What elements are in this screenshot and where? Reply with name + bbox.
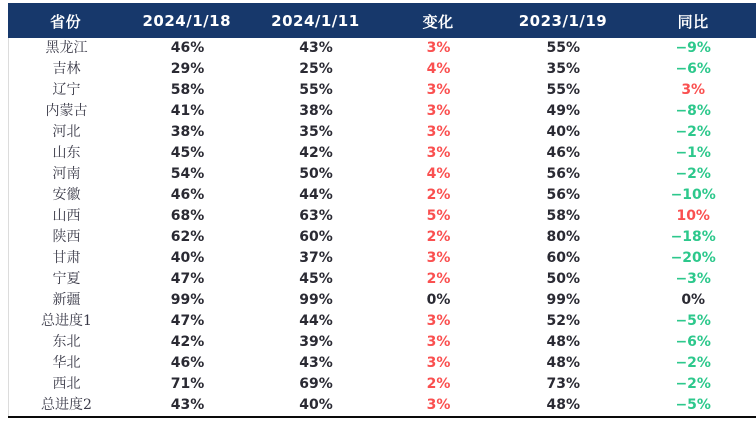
- cell-province: 甘肃: [52, 250, 81, 266]
- cell-value-2023-01-19: 56%: [546, 187, 580, 203]
- cell-province: 宁夏: [52, 271, 81, 287]
- table-row: [9, 311, 756, 332]
- cell-province: 吉林: [52, 61, 81, 77]
- cell-value-2024-01-11: 60%: [299, 229, 333, 245]
- cell-value-2023-01-19: 58%: [546, 208, 580, 224]
- cell-value-2023-01-19: 49%: [546, 103, 580, 119]
- cell-yoy: 3%: [681, 82, 706, 98]
- cell-change: 3%: [426, 145, 451, 161]
- cell-province: 陕西: [52, 229, 81, 245]
- cell-value-2024-01-11: 39%: [299, 334, 333, 350]
- table-row: [9, 101, 756, 122]
- cell-yoy: −10%: [670, 187, 716, 203]
- cell-change: 3%: [426, 82, 451, 98]
- cell-province: 河北: [52, 124, 81, 140]
- cell-value-2024-01-11: 99%: [299, 292, 333, 308]
- cell-value-2023-01-19: 56%: [546, 166, 580, 182]
- cell-change: 5%: [426, 208, 451, 224]
- cell-value-2024-01-18: 68%: [170, 208, 205, 224]
- cell-yoy: −2%: [675, 166, 711, 182]
- table-row: [9, 332, 756, 353]
- cell-province: 新疆: [52, 292, 81, 308]
- cell-change: 2%: [426, 229, 451, 245]
- cell-value-2024-01-18: 46%: [170, 40, 205, 56]
- table-row: [9, 353, 756, 374]
- table-row: [9, 122, 756, 143]
- header-province: 省份: [50, 12, 82, 31]
- cell-change: 3%: [426, 250, 451, 266]
- cell-province: 黑龙江: [45, 40, 88, 56]
- cell-value-2024-01-18: 58%: [170, 82, 205, 98]
- table-row: [9, 143, 756, 164]
- cell-value-2024-01-11: 44%: [299, 313, 333, 329]
- cell-value-2024-01-18: 47%: [170, 271, 205, 287]
- progress-table: [8, 3, 756, 418]
- cell-yoy: −5%: [675, 397, 711, 413]
- cell-change: 3%: [426, 313, 451, 329]
- cell-value-2024-01-18: 29%: [170, 61, 205, 77]
- cell-change: 3%: [426, 355, 451, 371]
- cell-change: 2%: [426, 376, 451, 392]
- cell-value-2023-01-19: 40%: [546, 124, 580, 140]
- cell-value-2024-01-18: 46%: [170, 355, 205, 371]
- cell-value-2023-01-19: 73%: [546, 376, 580, 392]
- cell-yoy: −6%: [675, 61, 711, 77]
- cell-change: 2%: [426, 271, 451, 287]
- cell-value-2023-01-19: 60%: [546, 250, 580, 266]
- cell-value-2023-01-19: 35%: [546, 61, 580, 77]
- header-date-2024-01-11: 2024/1/11: [271, 12, 360, 30]
- cell-value-2024-01-18: 45%: [170, 145, 205, 161]
- cell-change: 4%: [426, 166, 451, 182]
- cell-value-2024-01-18: 42%: [170, 334, 205, 350]
- cell-value-2023-01-19: 48%: [546, 355, 580, 371]
- cell-value-2023-01-19: 99%: [546, 292, 580, 308]
- cell-yoy: −18%: [670, 229, 716, 245]
- cell-change: 3%: [426, 397, 451, 413]
- cell-yoy: −9%: [675, 40, 711, 56]
- cell-value-2024-01-11: 43%: [299, 355, 333, 371]
- table-row: [9, 290, 756, 311]
- cell-yoy: 0%: [681, 292, 706, 308]
- cell-value-2023-01-19: 55%: [546, 82, 580, 98]
- cell-change: 4%: [426, 61, 451, 77]
- cell-yoy: −5%: [675, 313, 711, 329]
- table-row: [9, 164, 756, 185]
- cell-change: 3%: [426, 334, 451, 350]
- cell-province: 河南: [52, 166, 81, 182]
- cell-yoy: −6%: [675, 334, 711, 350]
- cell-province: 总进度1: [41, 313, 92, 329]
- cell-value-2024-01-11: 69%: [299, 376, 333, 392]
- cell-value-2024-01-11: 63%: [299, 208, 333, 224]
- cell-value-2024-01-18: 99%: [170, 292, 205, 308]
- cell-value-2024-01-11: 35%: [299, 124, 333, 140]
- cell-value-2024-01-18: 41%: [170, 103, 205, 119]
- cell-yoy: −2%: [675, 376, 711, 392]
- cell-value-2023-01-19: 80%: [546, 229, 580, 245]
- cell-yoy: −2%: [675, 124, 711, 140]
- cell-value-2024-01-11: 45%: [299, 271, 333, 287]
- cell-value-2023-01-19: 55%: [546, 40, 580, 56]
- table-row: [9, 206, 756, 227]
- cell-value-2023-01-19: 46%: [546, 145, 580, 161]
- cell-value-2023-01-19: 48%: [546, 334, 580, 350]
- cell-province: 东北: [52, 334, 81, 350]
- cell-value-2024-01-18: 38%: [170, 124, 205, 140]
- cell-value-2024-01-11: 25%: [299, 61, 333, 77]
- cell-value-2023-01-19: 52%: [546, 313, 580, 329]
- cell-yoy: −3%: [675, 271, 711, 287]
- cell-value-2024-01-18: 54%: [170, 166, 205, 182]
- cell-value-2024-01-18: 71%: [170, 376, 205, 392]
- table-body: [8, 38, 756, 416]
- cell-value-2024-01-18: 47%: [170, 313, 205, 329]
- cell-province: 总进度2: [41, 397, 92, 413]
- cell-value-2024-01-11: 42%: [299, 145, 333, 161]
- cell-province: 华北: [52, 355, 81, 371]
- cell-value-2024-01-11: 55%: [299, 82, 333, 98]
- header-change: 变化: [422, 12, 454, 31]
- cell-value-2024-01-11: 43%: [299, 40, 333, 56]
- cell-change: 2%: [426, 187, 451, 203]
- table-header-row: [8, 3, 756, 38]
- cell-province: 内蒙古: [45, 103, 88, 119]
- cell-province: 辽宁: [52, 82, 81, 98]
- table-row: [9, 59, 756, 80]
- cell-yoy: −20%: [670, 250, 716, 266]
- cell-value-2024-01-11: 44%: [299, 187, 333, 203]
- cell-change: 3%: [426, 103, 451, 119]
- cell-value-2023-01-19: 50%: [546, 271, 580, 287]
- cell-province: 山西: [52, 208, 81, 224]
- cell-change: 3%: [426, 124, 451, 140]
- cell-change: 3%: [426, 40, 451, 56]
- cell-value-2024-01-18: 46%: [170, 187, 205, 203]
- table-row: [9, 38, 756, 59]
- table-row: [9, 185, 756, 206]
- header-date-2023-01-19: 2023/1/19: [518, 12, 608, 30]
- cell-value-2024-01-11: 50%: [299, 166, 333, 182]
- table-row: [9, 269, 756, 290]
- table-row: [9, 227, 756, 248]
- cell-province: 安徽: [52, 187, 81, 203]
- cell-province: 西北: [52, 376, 81, 392]
- cell-change: 0%: [426, 292, 451, 308]
- cell-yoy: −8%: [675, 103, 711, 119]
- cell-value-2024-01-11: 38%: [299, 103, 333, 119]
- table-row: [9, 248, 756, 269]
- cell-value-2023-01-19: 48%: [546, 397, 580, 413]
- cell-value-2024-01-18: 62%: [170, 229, 205, 245]
- cell-value-2024-01-11: 40%: [299, 397, 333, 413]
- cell-yoy: 10%: [676, 208, 710, 224]
- cell-province: 山东: [52, 145, 81, 161]
- cell-value-2024-01-18: 40%: [170, 250, 205, 266]
- cell-value-2024-01-11: 37%: [299, 250, 333, 266]
- cell-yoy: −1%: [675, 145, 711, 161]
- table-row: [9, 374, 756, 395]
- table-row: [9, 80, 756, 101]
- cell-yoy: −2%: [675, 355, 711, 371]
- table-row: [9, 395, 756, 416]
- header-yoy: 同比: [677, 12, 709, 31]
- cell-value-2024-01-18: 43%: [170, 397, 205, 413]
- header-date-2024-01-18: 2024/1/18: [142, 12, 232, 30]
